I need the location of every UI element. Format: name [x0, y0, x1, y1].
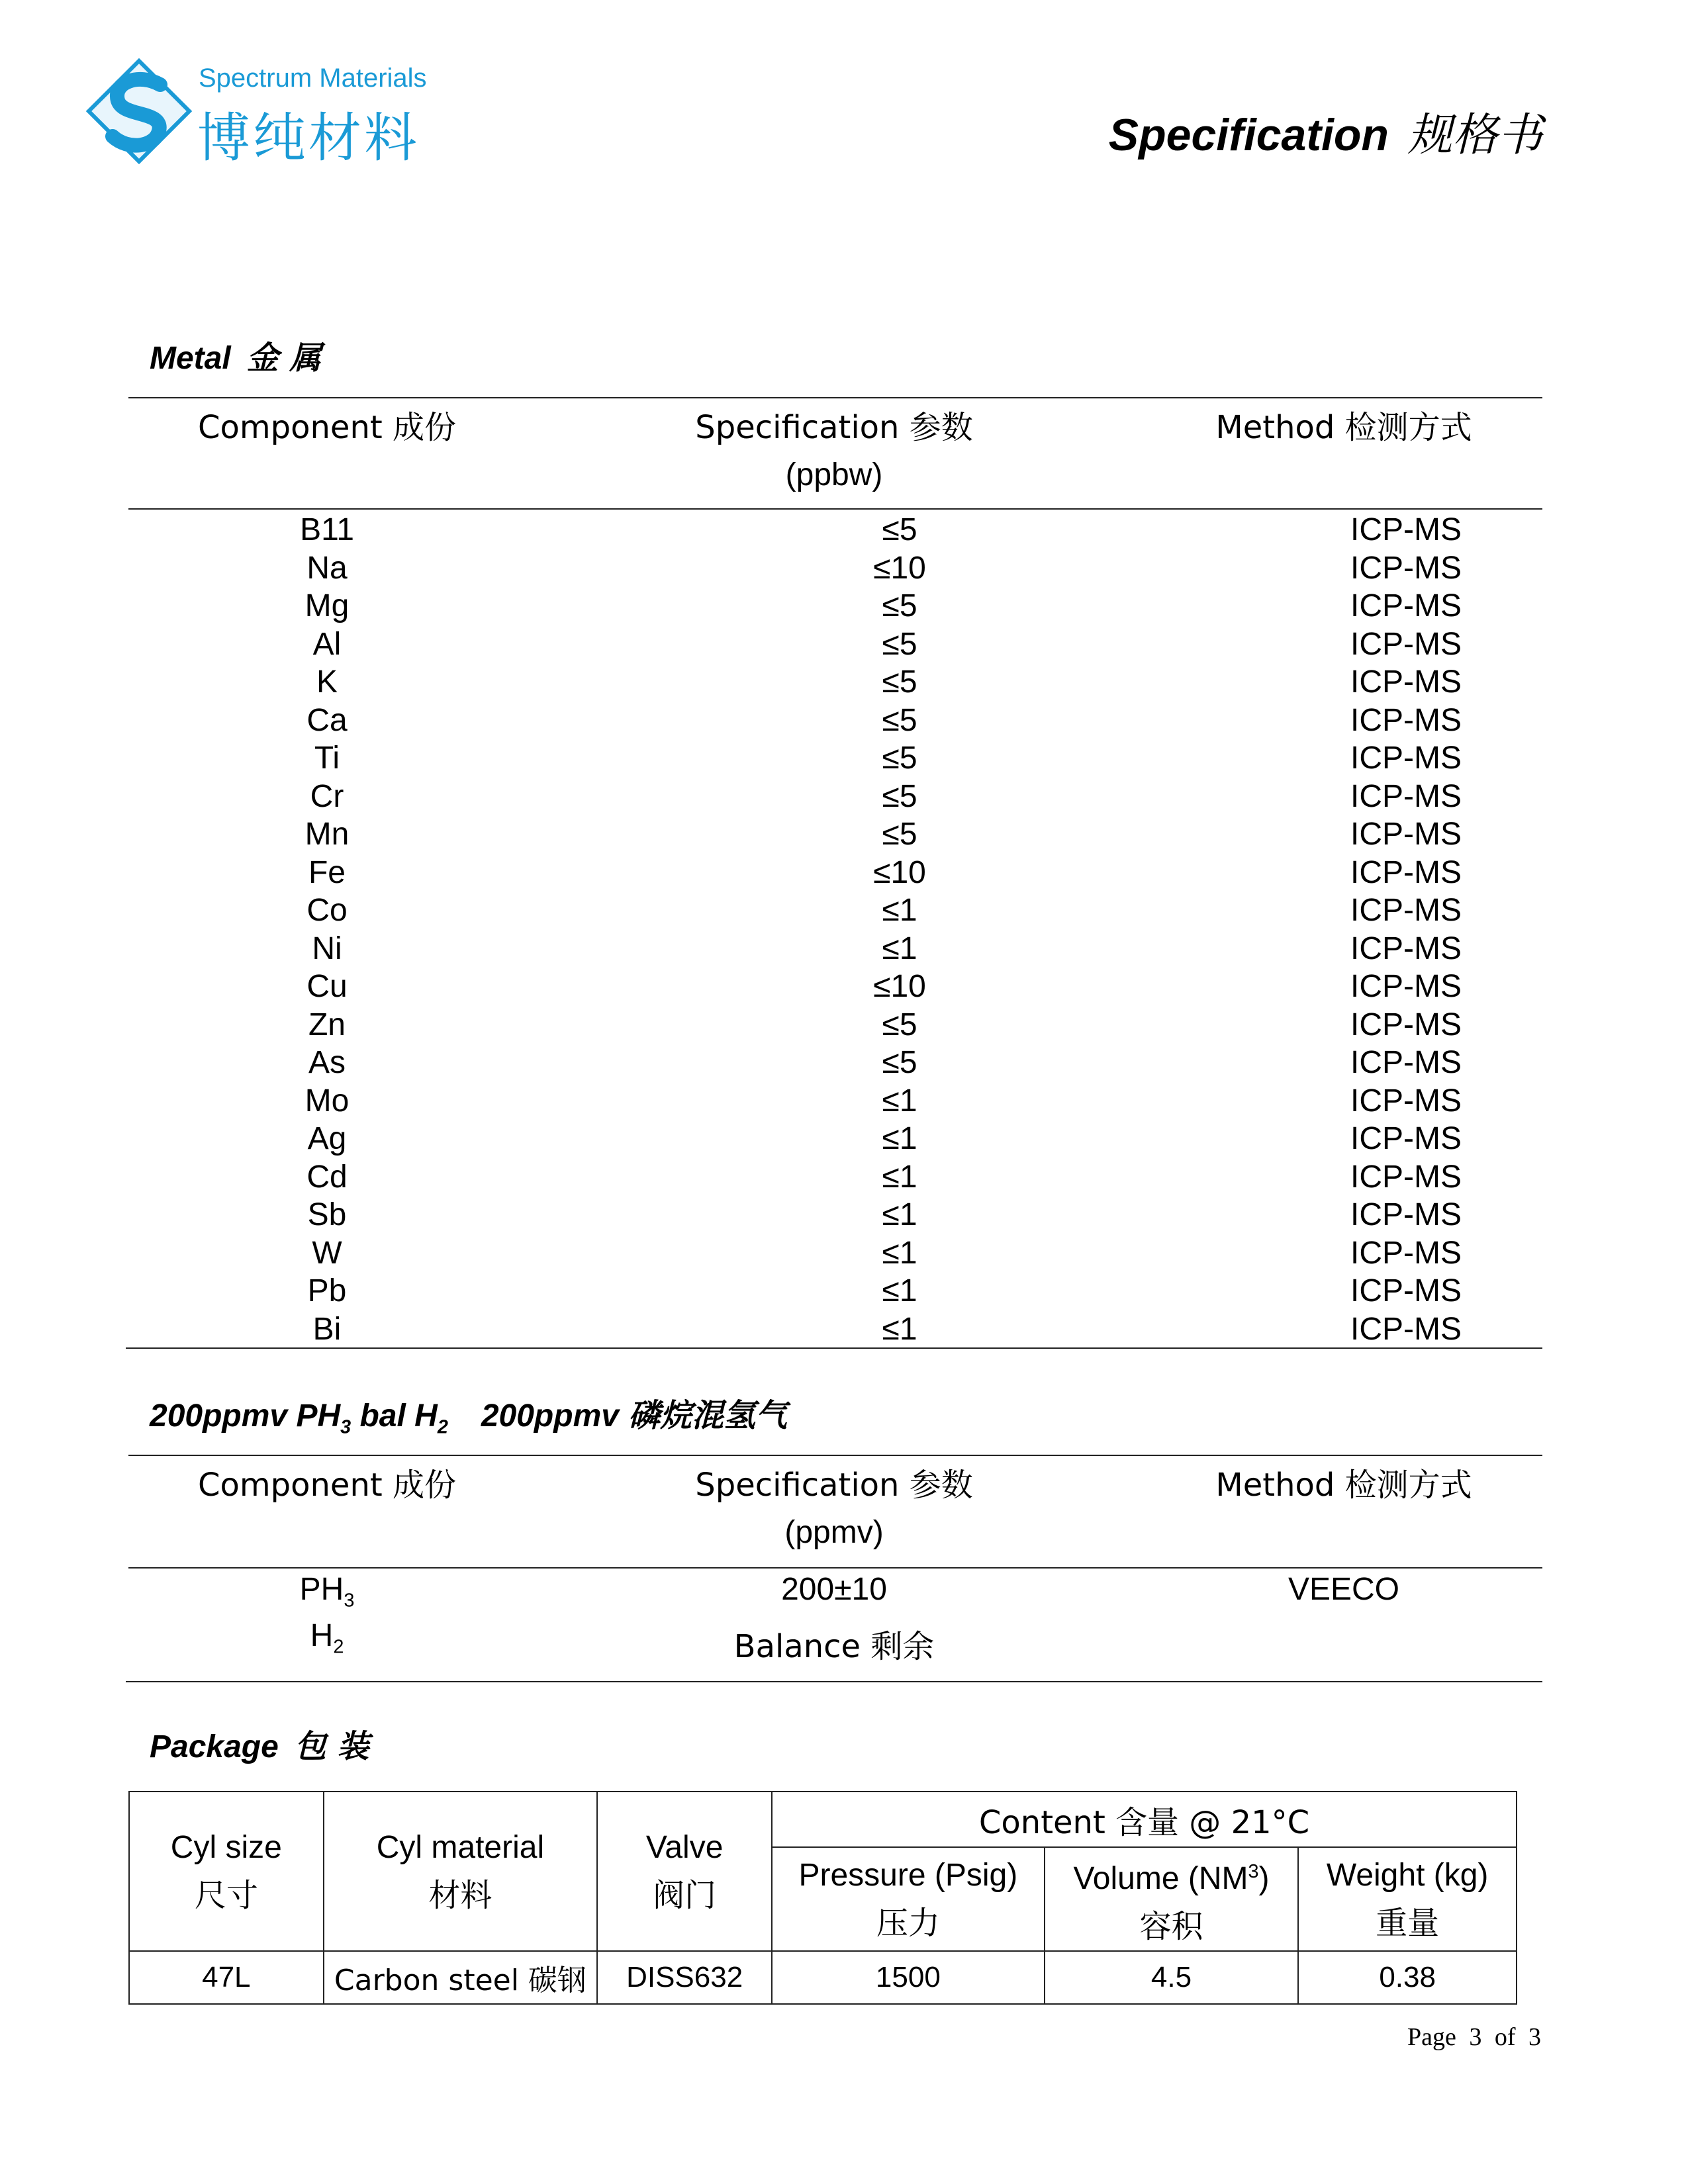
package-section-title — [150, 1721, 369, 1766]
metal-cell-method: ICP-MS — [1350, 1197, 1462, 1232]
metal-cell-spec: ≤5 — [882, 512, 917, 547]
metal-cell-spec: ≤5 — [882, 588, 917, 623]
metal-cell-spec: ≤1 — [882, 1159, 917, 1195]
gas-row-h2-label: H — [310, 1618, 334, 1653]
metal-cell-method: ICP-MS — [1350, 626, 1462, 662]
company-logo — [86, 58, 430, 171]
metal-cell-component: Zn — [308, 1007, 346, 1042]
gas-title-part-b: bal H — [351, 1398, 438, 1433]
metal-cell-method: ICP-MS — [1350, 1235, 1462, 1271]
metal-cell-component: Ni — [312, 931, 342, 966]
metal-cell-spec: ≤1 — [882, 1197, 917, 1232]
table-row — [128, 663, 1542, 702]
gas-header-component — [128, 1461, 526, 1510]
package-header-volume-cn: 容积 — [1139, 1908, 1203, 1945]
metal-cell-method: ICP-MS — [1350, 550, 1462, 586]
table-row — [128, 1006, 1542, 1044]
metal-cell-spec: ≤1 — [882, 1083, 917, 1118]
gas-header-method-label: Method 检测方式 — [1215, 1467, 1472, 1504]
table-row — [128, 1234, 1542, 1273]
gas-section-title — [150, 1390, 787, 1439]
package-header-volume-close: ) — [1258, 1861, 1270, 1896]
metal-cell-method: ICP-MS — [1350, 588, 1462, 623]
metal-cell-component: Sb — [307, 1197, 347, 1232]
metal-cell-component: Na — [306, 550, 348, 586]
metal-cell-spec: ≤5 — [882, 817, 917, 852]
metal-table-top-rule — [128, 397, 1542, 398]
package-header-weight — [1298, 1847, 1517, 1951]
package-header-valve-label: Valve — [645, 1829, 724, 1865]
metal-cell-spec: ≤1 — [882, 931, 917, 966]
gas-row-h2-sub: 2 — [333, 1636, 344, 1658]
package-title-cn: 包 装 — [294, 1728, 369, 1765]
gas-title-sub-b: 2 — [437, 1416, 448, 1438]
package-header-pressure — [772, 1847, 1045, 1951]
table-row — [128, 587, 1542, 625]
table-row — [128, 1044, 1542, 1082]
metal-header-method — [1178, 404, 1509, 452]
table-row — [128, 549, 1542, 588]
metal-cell-method: ICP-MS — [1350, 893, 1462, 928]
package-header-cyl-size-cn: 尺寸 — [194, 1876, 258, 1914]
metal-header-spec-unit: (ppbw) — [785, 457, 883, 492]
metal-cell-spec: ≤10 — [873, 550, 926, 586]
metal-cell-method: ICP-MS — [1350, 512, 1462, 547]
metal-header-spec-label: Specification 参数 — [695, 409, 973, 446]
metal-header-component — [128, 404, 526, 452]
metal-cell-spec: ≤5 — [882, 626, 917, 662]
logo-text-cn: 博纯材料 — [197, 107, 420, 169]
package-cell-weight: 0.38 — [1298, 1951, 1517, 2004]
metal-header-method-label: Method 检测方式 — [1215, 409, 1472, 446]
gas-row-h2-component — [128, 1612, 526, 1671]
metal-cell-method: ICP-MS — [1350, 1273, 1462, 1308]
table-row — [128, 1310, 1542, 1349]
page-number: Page 3 of 3 — [1407, 2023, 1541, 2051]
gas-header-spec-label: Specification 参数 — [695, 1467, 973, 1504]
metal-cell-method: ICP-MS — [1350, 1311, 1462, 1347]
spectrum-logo-icon — [86, 58, 192, 164]
metal-cell-component: W — [312, 1235, 342, 1271]
package-cell-size: 47L — [129, 1951, 324, 2004]
metal-cell-component: Mg — [305, 588, 350, 623]
package-header-weight-cn: 重量 — [1376, 1904, 1440, 1942]
gas-header-component-label: Component 成份 — [198, 1467, 456, 1504]
metal-table-bottom-rule — [126, 1347, 1542, 1349]
metal-cell-method: ICP-MS — [1350, 1121, 1462, 1156]
package-title-en: Package — [150, 1729, 279, 1764]
metal-cell-method: ICP-MS — [1350, 664, 1462, 700]
logo-text-en: Spectrum Materials — [199, 64, 427, 93]
package-header-volume-text: Volume (NM — [1073, 1861, 1248, 1896]
metal-cell-spec: ≤1 — [882, 893, 917, 928]
metal-cell-component: Co — [306, 893, 348, 928]
metal-cell-component: Bi — [312, 1311, 342, 1347]
package-cell-pressure: 1500 — [772, 1951, 1045, 2004]
gas-title-part-a: 200ppmv PH — [150, 1398, 341, 1433]
gas-table-top-rule — [128, 1455, 1542, 1456]
metal-cell-spec: ≤5 — [882, 1007, 917, 1042]
gas-title-cn-prefix: 200ppmv — [481, 1398, 619, 1433]
table-row — [128, 968, 1542, 1006]
metal-cell-component: Pb — [307, 1273, 347, 1308]
metal-cell-spec: ≤10 — [873, 854, 926, 890]
package-header-volume-sup: 3 — [1248, 1861, 1259, 1882]
metal-cell-method: ICP-MS — [1350, 741, 1462, 776]
metal-cell-spec: ≤1 — [882, 1273, 917, 1308]
metal-cell-spec: ≤10 — [873, 969, 926, 1004]
metal-cell-method: ICP-MS — [1350, 1045, 1462, 1080]
table-row — [128, 739, 1542, 778]
gas-header-method — [1178, 1461, 1509, 1510]
gas-row-ph3-label: PH — [299, 1572, 344, 1607]
package-header-valve — [597, 1792, 772, 1951]
table-row — [128, 1158, 1542, 1197]
document-title — [1109, 99, 1542, 163]
package-header-cyl-size — [129, 1792, 324, 1951]
package-header-cyl-material — [324, 1792, 598, 1951]
metal-cell-spec: ≤5 — [882, 702, 917, 738]
metal-cell-component: Cr — [310, 778, 344, 814]
package-header-content: Content 含量 @ 21°C — [772, 1792, 1517, 1847]
metal-cell-component: K — [316, 664, 338, 700]
table-row — [128, 1082, 1542, 1120]
metal-title-cn: 金 属 — [246, 340, 322, 377]
metal-cell-component: Cu — [306, 969, 348, 1004]
metal-cell-method: ICP-MS — [1350, 778, 1462, 814]
metal-cell-method: ICP-MS — [1350, 969, 1462, 1004]
metal-cell-component: Mo — [305, 1083, 350, 1118]
package-cell-valve: DISS632 — [597, 1951, 772, 2004]
table-row — [128, 511, 1542, 549]
metal-cell-component: B11 — [300, 512, 354, 547]
metal-cell-spec: ≤5 — [882, 778, 917, 814]
package-header-cyl-size-label: Cyl size — [170, 1829, 282, 1865]
gas-row-h2-spec: Balance 剩余 — [733, 1628, 935, 1665]
table-row — [128, 891, 1542, 930]
document-title-en: Specification — [1108, 110, 1389, 160]
metal-cell-spec: ≤1 — [882, 1235, 917, 1271]
metal-cell-method: ICP-MS — [1350, 817, 1462, 852]
metal-cell-spec: ≤5 — [882, 1045, 917, 1080]
gas-row-ph3-method: VEECO — [1288, 1572, 1400, 1607]
metal-cell-component: As — [308, 1045, 346, 1080]
metal-cell-component: Ca — [306, 702, 348, 738]
metal-cell-component: Cd — [306, 1159, 348, 1195]
table-row — [128, 625, 1542, 664]
gas-row-ph3-spec: 200±10 — [781, 1572, 887, 1607]
metal-cell-spec: ≤5 — [882, 664, 917, 700]
metal-table-body — [128, 511, 1542, 1348]
table-row — [128, 930, 1542, 968]
package-header-volume-label — [1045, 1848, 1298, 1903]
metal-header-component-label: Component 成份 — [198, 409, 456, 446]
gas-row-ph3-sub: 3 — [344, 1590, 355, 1612]
metal-cell-spec: ≤5 — [882, 741, 917, 776]
metal-cell-method: ICP-MS — [1350, 931, 1462, 966]
package-header-pressure-label: Pressure (Psig) — [798, 1857, 1018, 1893]
metal-cell-method: ICP-MS — [1350, 1159, 1462, 1195]
metal-cell-method: ICP-MS — [1350, 854, 1462, 890]
package-cell-volume: 4.5 — [1045, 1951, 1299, 2004]
package-header-cyl-material-label: Cyl material — [376, 1829, 545, 1865]
table-row — [128, 815, 1542, 854]
gas-table-bottom-rule — [126, 1681, 1542, 1682]
metal-cell-component: Mn — [305, 817, 350, 852]
metal-cell-component: Ti — [314, 741, 340, 776]
metal-cell-spec: ≤1 — [882, 1121, 917, 1156]
package-table — [128, 1791, 1517, 2005]
package-header-volume — [1045, 1847, 1299, 1951]
document-title-cn: 规格书 — [1407, 109, 1542, 161]
package-header-valve-cn: 阀门 — [653, 1876, 717, 1914]
metal-cell-component: Fe — [308, 854, 346, 890]
gas-title-cn: 磷烷混氢气 — [628, 1397, 787, 1434]
metal-cell-method: ICP-MS — [1350, 702, 1462, 738]
metal-title-en: Metal — [150, 341, 231, 376]
metal-cell-method: ICP-MS — [1350, 1007, 1462, 1042]
gas-header-spec-unit: (ppmv) — [784, 1515, 884, 1550]
gas-title-sub-a: 3 — [340, 1416, 352, 1438]
package-cell-material: Carbon steel 碳钢 — [324, 1951, 598, 2004]
gas-header-spec — [569, 1461, 1099, 1557]
metal-cell-spec: ≤1 — [882, 1311, 917, 1347]
metal-cell-component: Ag — [307, 1121, 347, 1156]
metal-section-title — [150, 332, 321, 378]
package-header-pressure-cn: 压力 — [876, 1904, 940, 1942]
metal-header-spec — [569, 404, 1099, 499]
table-row — [128, 1272, 1542, 1310]
table-row — [128, 1120, 1542, 1158]
metal-cell-component: Al — [312, 626, 342, 662]
package-header-cyl-material-cn: 材料 — [428, 1876, 492, 1914]
table-row — [128, 702, 1542, 740]
package-header-weight-label: Weight (kg) — [1326, 1857, 1489, 1893]
metal-table-header-rule — [128, 508, 1542, 510]
metal-cell-method: ICP-MS — [1350, 1083, 1462, 1118]
table-row — [128, 854, 1542, 892]
table-row — [128, 778, 1542, 816]
table-row — [128, 1196, 1542, 1234]
